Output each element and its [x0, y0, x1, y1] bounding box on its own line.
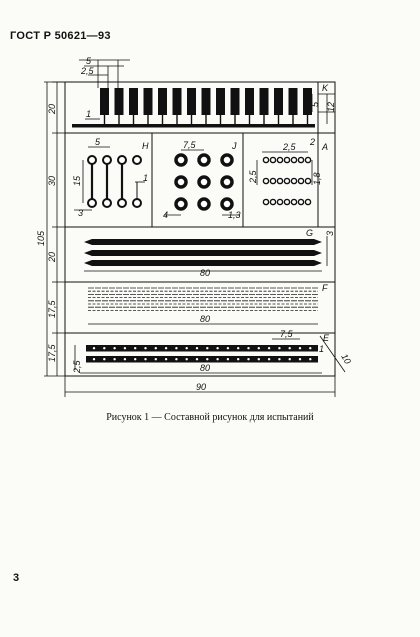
j-ring	[199, 199, 209, 209]
e-hole	[299, 347, 301, 349]
section-a-rings	[263, 157, 310, 204]
e-hole	[227, 358, 229, 360]
e-bar	[86, 345, 318, 352]
e-hole	[93, 347, 95, 349]
k-finger	[249, 115, 250, 125]
label-g: G	[306, 228, 314, 238]
k-finger	[104, 115, 105, 125]
dim-g-80: 80	[200, 268, 211, 278]
e-hole	[124, 347, 126, 349]
a-ring	[291, 157, 296, 162]
k-finger	[147, 115, 148, 125]
a-ring	[284, 157, 289, 162]
k-pad	[144, 88, 153, 115]
dim-j-75: 7,5	[183, 140, 196, 150]
e-hole	[124, 358, 126, 360]
a-ring	[305, 178, 310, 183]
e-hole	[186, 358, 188, 360]
dim-left-175-f: 17,5	[47, 300, 57, 318]
dim-left-20-mid: 20	[47, 251, 57, 262]
e-hole	[206, 347, 208, 349]
dim-top-5: 5	[86, 56, 92, 66]
dim-k-5: 5	[310, 101, 320, 107]
g-bar	[84, 260, 322, 266]
k-finger	[133, 115, 134, 125]
e-hole	[93, 358, 95, 360]
dim-left-1: 1	[86, 109, 92, 119]
k-finger	[205, 115, 206, 125]
dim-left-20-top: 20	[47, 103, 57, 114]
h-ring	[118, 199, 126, 207]
a-ring	[263, 157, 268, 162]
j-ring	[222, 199, 232, 209]
dim-f-80: 80	[200, 314, 211, 324]
k-finger	[234, 115, 235, 125]
section-j-rings	[176, 155, 232, 209]
k-pad	[303, 88, 312, 115]
k-finger	[118, 115, 119, 125]
e-bar	[86, 356, 318, 363]
a-ring	[263, 199, 268, 204]
h-ring	[103, 156, 111, 164]
k-pad	[289, 88, 298, 115]
a-ring	[263, 178, 268, 183]
dim-top-25: 2,5	[81, 66, 94, 76]
e-hole	[113, 358, 115, 360]
e-hole	[134, 347, 136, 349]
k-finger	[263, 115, 264, 125]
e-hole	[165, 347, 167, 349]
k-pad	[245, 88, 254, 115]
k-finger	[278, 115, 279, 125]
a-ring	[291, 178, 296, 183]
dim-a-25: 2,5	[283, 142, 296, 152]
section-k-comb	[100, 88, 312, 125]
e-hole	[155, 347, 157, 349]
dim-k-12: 12	[326, 101, 336, 112]
section-f-fine-lines	[88, 288, 318, 310]
e-hole	[289, 358, 291, 360]
e-hole	[113, 347, 115, 349]
j-ring	[199, 155, 209, 165]
e-hole	[165, 358, 167, 360]
e-hole	[289, 347, 291, 349]
k-pad	[202, 88, 211, 115]
k-finger	[220, 115, 221, 125]
k-finger	[292, 115, 293, 125]
e-hole	[144, 347, 146, 349]
j-ring	[176, 155, 186, 165]
dim-h-1: 1	[143, 173, 149, 183]
e-hole	[237, 347, 239, 349]
e-hole	[206, 358, 208, 360]
k-pad	[187, 88, 196, 115]
document-header: ГОСТ Р 50621—93	[10, 30, 111, 42]
e-hole	[186, 347, 188, 349]
e-hole	[268, 347, 270, 349]
k-pad	[274, 88, 283, 115]
a-ring	[284, 199, 289, 204]
k-pad	[231, 88, 240, 115]
dim-e-1: 1	[319, 344, 325, 354]
e-hole	[216, 347, 218, 349]
k-pad	[158, 88, 167, 115]
e-hole	[155, 358, 157, 360]
a-ring	[298, 199, 303, 204]
dim-j-13: 1,3	[228, 210, 241, 220]
k-pad	[115, 88, 124, 115]
e-hole	[247, 347, 249, 349]
k-finger	[307, 115, 308, 125]
j-ring	[176, 199, 186, 209]
dim-total-105: 105	[36, 230, 46, 246]
e-hole	[299, 358, 301, 360]
e-hole	[309, 358, 311, 360]
e-hole	[216, 358, 218, 360]
h-ring	[88, 156, 96, 164]
label-e: E	[323, 333, 330, 343]
e-hole	[247, 358, 249, 360]
k-finger	[162, 115, 163, 125]
e-hole	[309, 347, 311, 349]
h-ring	[133, 156, 141, 164]
label-k: K	[322, 83, 329, 93]
h-ring	[133, 199, 141, 207]
h-ring	[103, 199, 111, 207]
label-f: F	[322, 283, 328, 293]
k-bus-bar	[72, 124, 315, 128]
e-hole	[175, 347, 177, 349]
label-j: J	[232, 141, 237, 151]
e-hole	[144, 358, 146, 360]
e-hole	[103, 347, 105, 349]
a-ring	[270, 199, 275, 204]
j-ring	[222, 155, 232, 165]
a-ring	[284, 178, 289, 183]
h-ring	[118, 156, 126, 164]
a-ring	[305, 157, 310, 162]
page-number: 3	[13, 572, 20, 584]
dim-a-18: 1,8	[312, 172, 322, 185]
e-hole	[227, 347, 229, 349]
dim-left-175-e: 17,5	[47, 344, 57, 362]
e-hole	[196, 347, 198, 349]
k-finger	[176, 115, 177, 125]
e-hole	[175, 358, 177, 360]
a-ring	[291, 199, 296, 204]
dim-e-10: 10	[339, 352, 353, 366]
e-hole	[278, 347, 280, 349]
j-ring	[222, 177, 232, 187]
label-a: A	[322, 142, 329, 152]
dim-e-75: 7,5	[280, 329, 293, 339]
k-pad	[216, 88, 225, 115]
left-dimension-chain	[44, 82, 65, 376]
k-finger	[191, 115, 192, 125]
e-hole	[196, 358, 198, 360]
label-h: H	[142, 141, 149, 151]
dim-e-25: 2,5	[72, 360, 82, 373]
k-pad	[100, 88, 109, 115]
dim-a-25-v: 2,5	[248, 170, 258, 183]
dim-h-5: 5	[95, 137, 101, 147]
dim-g-3: 3	[325, 230, 335, 236]
a-ring	[298, 157, 303, 162]
e-hole	[278, 358, 280, 360]
dim-e-80: 80	[200, 363, 211, 373]
a-ring	[298, 178, 303, 183]
a-ring	[277, 199, 282, 204]
e-hole	[258, 347, 260, 349]
j-ring	[199, 177, 209, 187]
j-ring	[176, 177, 186, 187]
g-bar	[84, 250, 322, 256]
e-hole	[134, 358, 136, 360]
dim-k-2: 2	[310, 137, 316, 147]
dim-j-4: 4	[163, 210, 169, 220]
k-pad	[173, 88, 182, 115]
section-g-bars	[84, 239, 322, 266]
a-ring	[270, 157, 275, 162]
e-hole	[237, 358, 239, 360]
e-hole	[268, 358, 270, 360]
e-hole	[258, 358, 260, 360]
e-hole	[103, 358, 105, 360]
k-pad	[129, 88, 138, 115]
g-bar	[84, 239, 322, 245]
k-pad	[260, 88, 269, 115]
dim-total-90: 90	[196, 382, 207, 392]
section-h-lines	[88, 156, 141, 207]
a-ring	[305, 199, 310, 204]
dim-h-3: 3	[78, 208, 84, 218]
a-ring	[270, 178, 275, 183]
dim-left-30: 30	[47, 175, 57, 186]
section-e-perforated-bars	[86, 345, 318, 363]
a-ring	[277, 157, 282, 162]
figure-caption: Рисунок 1 — Составной рисунок для испытаний	[106, 412, 314, 423]
dim-h-15: 15	[72, 175, 82, 186]
h-ring	[88, 199, 96, 207]
a-ring	[277, 178, 282, 183]
